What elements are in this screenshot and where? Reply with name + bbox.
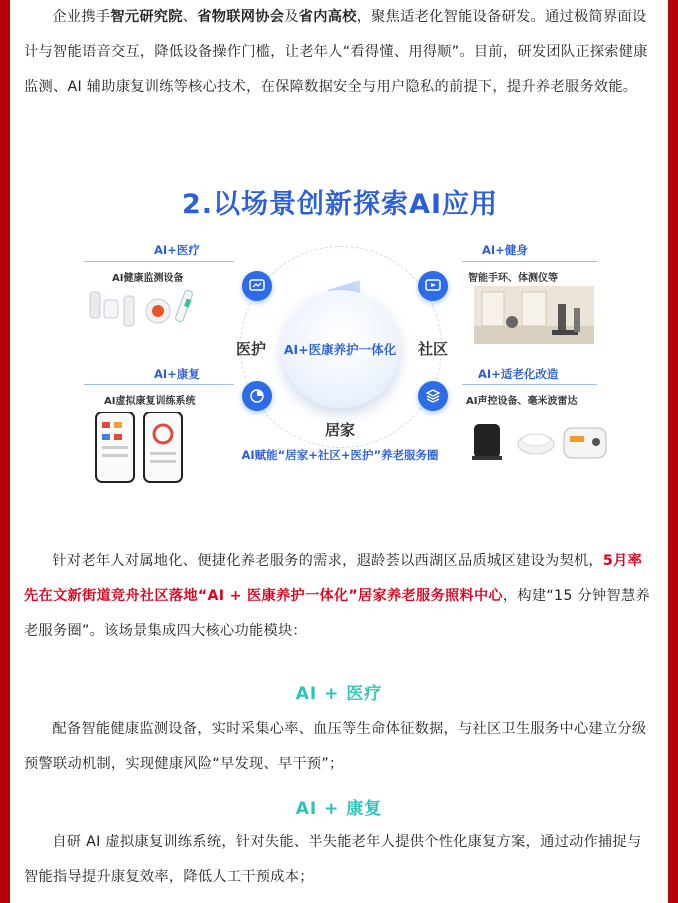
text-span: 、 [182, 9, 198, 25]
divider [84, 384, 234, 385]
community-paragraph [24, 544, 654, 649]
center-label: AI+医康养护一体化 [283, 342, 397, 357]
pie-chart-icon [242, 381, 272, 411]
monitor-icon [242, 271, 272, 301]
infographic-footer: AI赋能“居家+社区+医护”养老服务圈 [241, 448, 439, 462]
health-devices-image [88, 286, 208, 331]
tag-ai-fitness: AI+健身 [482, 243, 528, 257]
screen-play-icon [418, 271, 448, 301]
tag-ai-medical: AI+医疗 [154, 243, 200, 257]
article-page [10, 0, 668, 903]
bold-zhiyuan: 智元研究院 [110, 9, 183, 25]
text-span: 针对老年人对属地化、便捷化养老服务的需求，遐龄荟以西湖区品质城区建设为契机， [52, 553, 603, 569]
zone-community: 社区 [418, 340, 449, 358]
divider [462, 384, 597, 385]
divider [462, 261, 597, 262]
text-span: 企业携手 [52, 9, 111, 25]
ai-medical-paragraph: 配备智能健康监测设备，实时采集心率、血压等生命体征数据，与社区卫生服务中心建立分级预警联动机制，实现健康风险“早发现、早干预”； [24, 721, 647, 772]
divider [84, 261, 234, 262]
section-title-ai-rehab: AI + 康复 [295, 799, 383, 819]
bold-iot-association: 省物联网协会 [197, 9, 285, 25]
tag-ai-rehab: AI+康复 [154, 367, 200, 381]
ai-scenario-infographic [70, 168, 610, 488]
bold-universities: 省内高校 [298, 9, 357, 25]
sub-voice-radar: AI声控设备、毫米波雷达 [466, 396, 578, 407]
stack-icon [418, 381, 448, 411]
rehab-phones-image [92, 412, 188, 484]
fitness-room-image [474, 286, 594, 344]
sub-rehab-system: AI虚拟康复训练系统 [104, 396, 196, 407]
zone-medical-care: 医护 [236, 340, 267, 358]
tag-ai-aging-adapt: AI+适老化改造 [478, 367, 559, 381]
voice-radar-devices-image [470, 420, 610, 464]
infographic-title: 2.以场景创新探索AI应用 [182, 189, 498, 220]
text-span: ，构建“15 分钟智慧养老服务圈”。该场景集成四大核心功能模块： [24, 588, 650, 639]
text-span: ，聚焦适老化智能设备研发。通过极简界面设计与智能语音交互，降低设备操作门槛，让老年人“看得懂、用得顺”。目前，研发团队正探索健康监测、AI 辅助康复训练等核心技术，在保障数据安全与用户隐私的前提下，提升养老服务效能。 [24, 9, 648, 95]
highlight-text: 5月率先在文新街道竞舟社区落地“AI + 医康养护一体化”居家养老服务照料中心 [24, 553, 643, 604]
sub-smart-bands: 智能手环、体测仪等 [468, 273, 558, 284]
zone-home: 居家 [325, 421, 356, 439]
text-span: 及 [284, 9, 299, 25]
intro-paragraph [24, 0, 654, 105]
section-title-ai-medical: AI + 医疗 [295, 684, 383, 704]
sub-health-monitor: AI健康监测设备 [112, 273, 184, 284]
ai-rehab-paragraph: 自研 AI 虚拟康复训练系统，针对失能、半失能老年人提供个性化康复方案，通过动作捕捉与智能指导提升康复效率，降低人工干预成本； [24, 834, 642, 885]
